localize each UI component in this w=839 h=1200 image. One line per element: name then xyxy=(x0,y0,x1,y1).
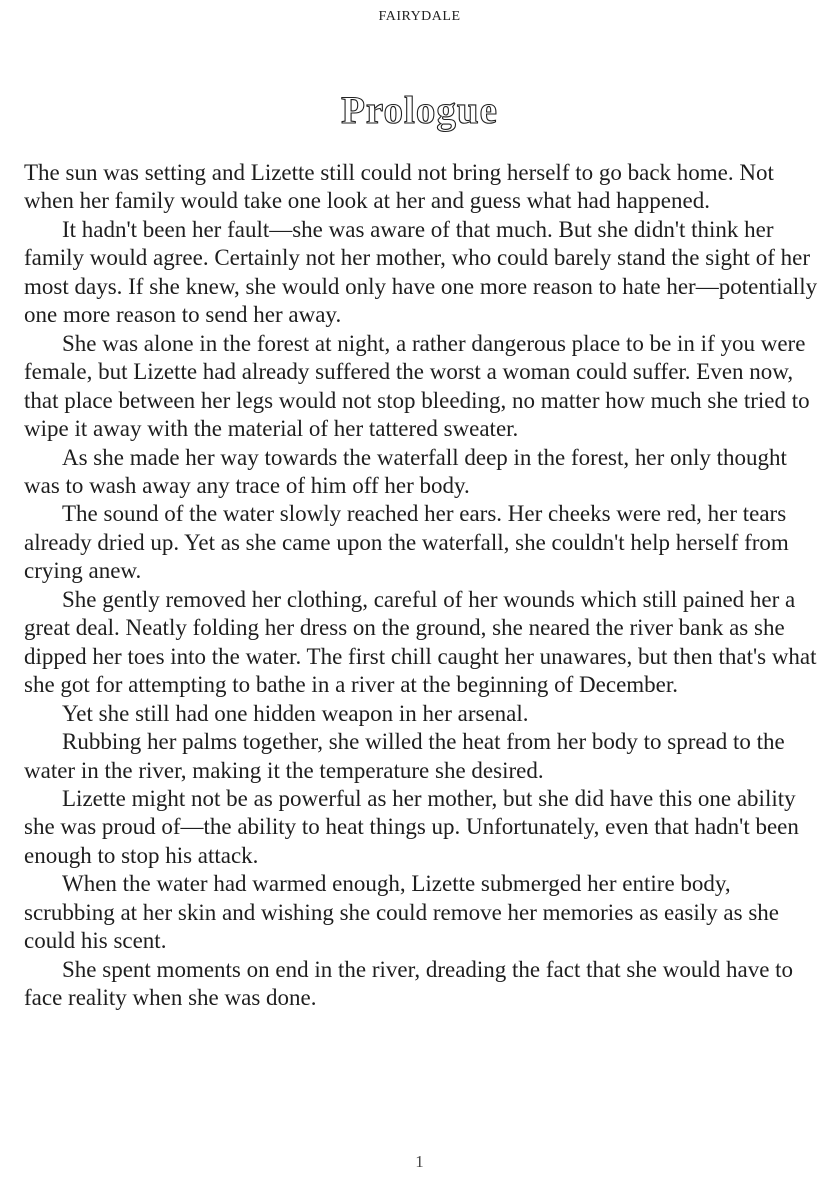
paragraph: Rubbing her palms together, she willed the heat from her body to spread to the water in the river, making it the temperature she desired. xyxy=(24,729,785,783)
paragraph: As she made her way towards the waterfall deep in the forest, her only thought was to wash away any trace of him off her body. xyxy=(24,444,787,498)
paragraph: Yet she still had one hidden weapon in her arsenal. xyxy=(62,700,529,726)
paragraph: When the water had warmed enough, Lizette submerged her entire body, scrubbing at her skin and wishing she could remove her memories as easily as she could his scent. xyxy=(24,871,779,954)
body-text xyxy=(24,159,819,1013)
paragraph: The sun was setting and Lizette still could not bring herself to go back home. Not when her family would take one look at her and guess what had happened. xyxy=(24,160,774,214)
paragraph: She was alone in the forest at night, a rather dangerous place to be in if you were female, but Lizette had already suffered the worst a woman could suffer. Even now, that place between her legs would not stop bleeding, no matter how much she tried to wipe it away with the material of her tattered sweater. xyxy=(24,330,810,442)
paragraph: It hadn't been her fault—she was aware of that much. But she didn't think her family would agree. Certainly not her mother, who could barely stand the sight of her most days. If she knew, she would only have one more reason to hate her—potentially one more reason to send her away. xyxy=(24,216,818,328)
paragraph: Lizette might not be as powerful as her mother, but she did have this one ability she was proud of—the ability to heat things up. Unfortunately, even that hadn't been enough to stop his attack. xyxy=(24,785,799,868)
paragraph: She gently removed her clothing, careful of her wounds which still pained her a great deal. Neatly folding her dress on the ground, she neared the river bank as she dipped her toes into the water. The first chill caught her unawares, but then that's what she got for attempting to bathe in a river at the beginning of December. xyxy=(24,586,817,698)
paragraph: She spent moments on end in the river, dreading the fact that she would have to face reality when she was done. xyxy=(24,956,794,1011)
page-number: 1 xyxy=(415,1152,424,1171)
running-header: FAIRYDALE xyxy=(378,9,461,24)
paragraph: The sound of the water slowly reached her ears. Her cheeks were red, her tears already dried up. Yet as she came upon the waterfall, she couldn't help herself from crying anew. xyxy=(24,501,789,584)
chapter-title: Prologue xyxy=(341,89,498,132)
